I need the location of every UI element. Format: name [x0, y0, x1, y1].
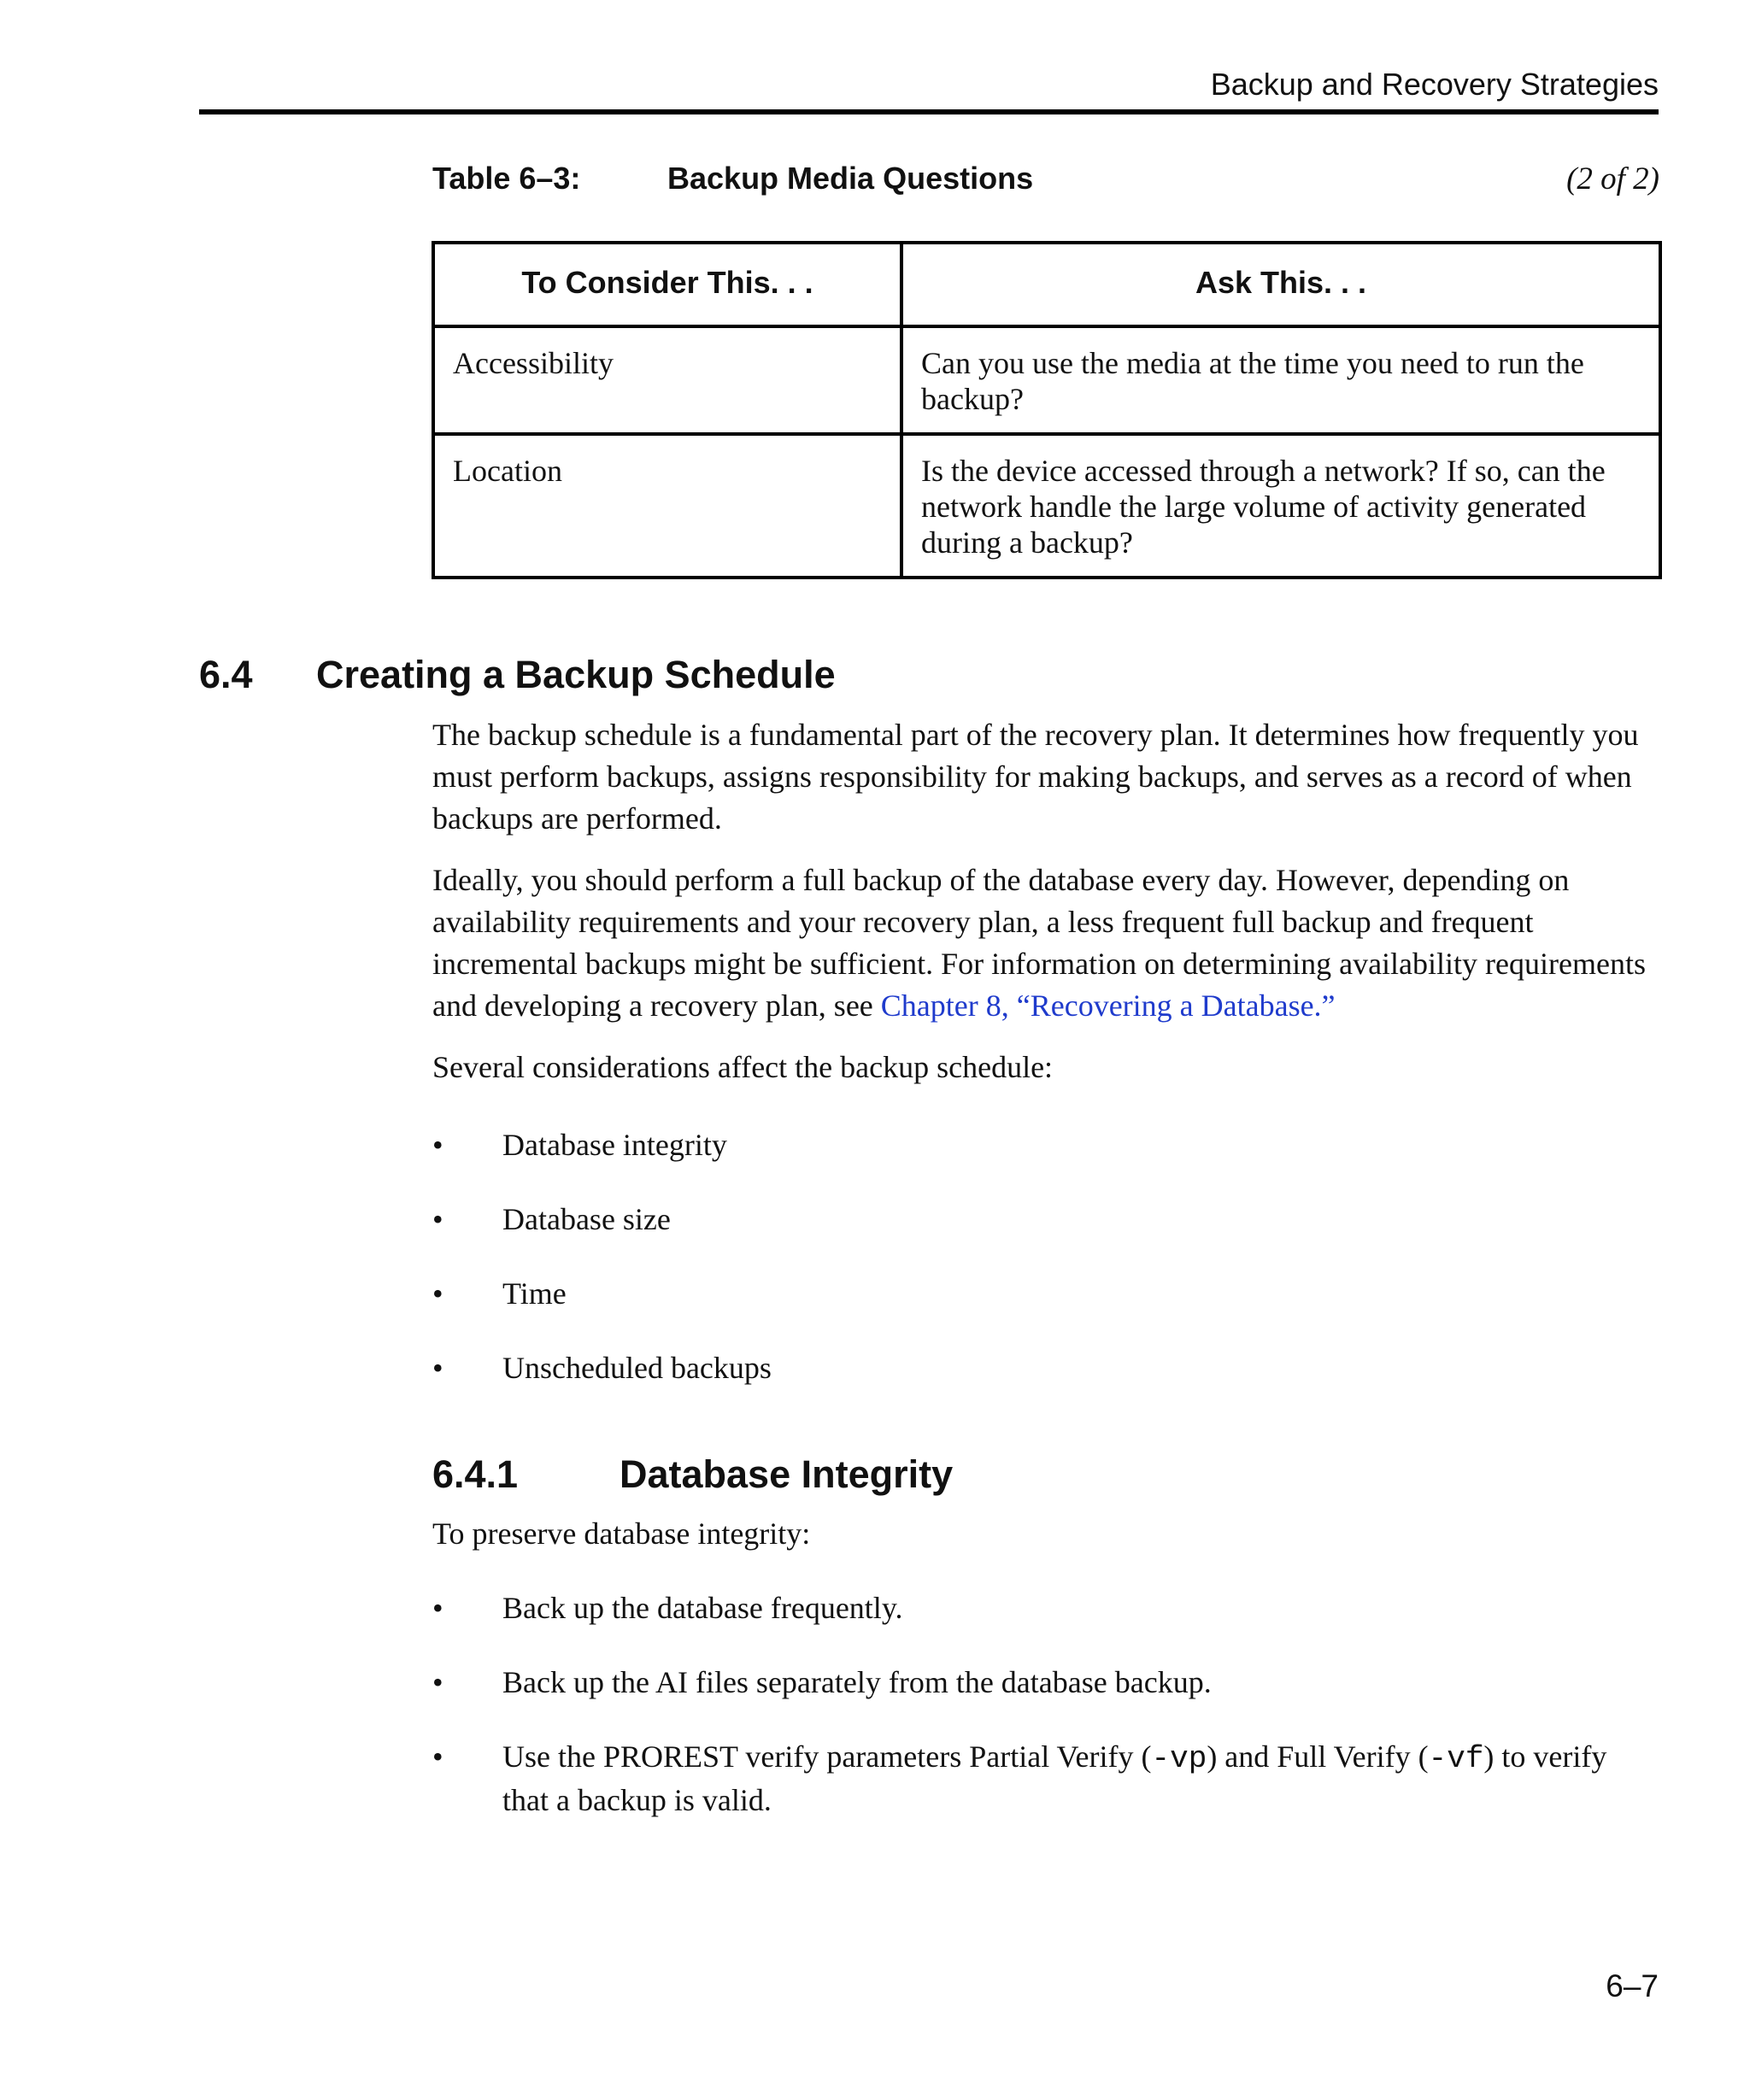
section-body	[432, 714, 1659, 1088]
table-pager: (2 of 2)	[1566, 161, 1659, 197]
subsection-intro: To preserve database integrity:	[432, 1516, 811, 1551]
table-title: Backup Media Questions	[667, 161, 1034, 196]
list-item	[432, 1273, 1659, 1315]
chapter-8-link[interactable]: Chapter 8, “Recovering a Database.”	[880, 988, 1336, 1023]
running-head: Backup and Recovery Strategies	[1210, 67, 1659, 102]
list-item-text: Back up the database frequently.	[502, 1591, 903, 1625]
list-item-text: Database size	[502, 1202, 671, 1236]
paragraph	[432, 859, 1659, 1027]
subsection-number: 6.4.1	[432, 1452, 519, 1496]
subsection-title: Database Integrity	[620, 1452, 954, 1496]
list-item	[432, 1199, 1659, 1241]
bullet-icon: •	[432, 1739, 443, 1774]
paragraph-text: Ideally, you should perform a full backup of the database every day. However, depending on availability requirements and your recovery plan, a less frequent full backup and frequent incremental backups might be sufficient. For information on determining availability requirements and developing a recovery plan, see	[432, 863, 1646, 1023]
bullet-icon: •	[432, 1351, 443, 1385]
list-item-text: ) to verify that a backup is valid.	[502, 1739, 1607, 1817]
integrity-list	[432, 1587, 1659, 1821]
page-number: 6–7	[1606, 1968, 1659, 2003]
list-item-text: Use the PROREST verify parameters Partial Verify (	[502, 1739, 1152, 1774]
paragraph: The backup schedule is a fundamental part of the recovery plan. It determines how frequently you must perform backups, assigns responsibility for making backups, and serves as a record of when backups are performed.	[432, 718, 1639, 836]
table-cell: Accessibility	[433, 326, 901, 434]
table-row	[433, 434, 1660, 578]
bullet-icon: •	[432, 1591, 443, 1625]
list-item	[432, 1124, 1659, 1166]
section-title: Creating a Backup Schedule	[316, 653, 836, 696]
list-item-text: Unscheduled backups	[502, 1351, 772, 1385]
list-item-text: ) and Full Verify (	[1207, 1739, 1429, 1774]
bullet-icon: •	[432, 1202, 443, 1236]
section-number: 6.4	[199, 653, 253, 696]
list-item-text: Database integrity	[502, 1128, 727, 1162]
column-header-ask: Ask This. . .	[901, 243, 1660, 326]
list-item	[432, 1662, 1659, 1704]
table-header-row	[433, 243, 1660, 326]
considerations-list	[432, 1124, 1659, 1389]
column-header-consider: To Consider This. . .	[433, 243, 901, 326]
list-item-text: Back up the AI files separately from the database backup.	[502, 1665, 1212, 1699]
paragraph: Several considerations affect the backup schedule:	[432, 1050, 1054, 1084]
backup-media-table	[432, 241, 1662, 579]
table-number: Table 6–3:	[432, 161, 581, 196]
code-vp: -vp	[1151, 1741, 1207, 1776]
code-vf: -vf	[1428, 1741, 1484, 1776]
header-rule	[199, 109, 1659, 114]
bullet-icon: •	[432, 1665, 443, 1699]
table-cell: Can you use the media at the time you need to run the backup?	[901, 326, 1660, 434]
list-item	[432, 1347, 1659, 1389]
list-item-text: Time	[502, 1276, 567, 1311]
table-row	[433, 326, 1660, 434]
table-cell: Location	[433, 434, 901, 578]
list-item	[432, 1587, 1659, 1629]
bullet-icon: •	[432, 1128, 443, 1162]
table-cell: Is the device accessed through a network? If so, can the network handle the large volume of activity generated during a backup?	[901, 434, 1660, 578]
bullet-icon: •	[432, 1276, 443, 1311]
list-item	[432, 1736, 1659, 1821]
